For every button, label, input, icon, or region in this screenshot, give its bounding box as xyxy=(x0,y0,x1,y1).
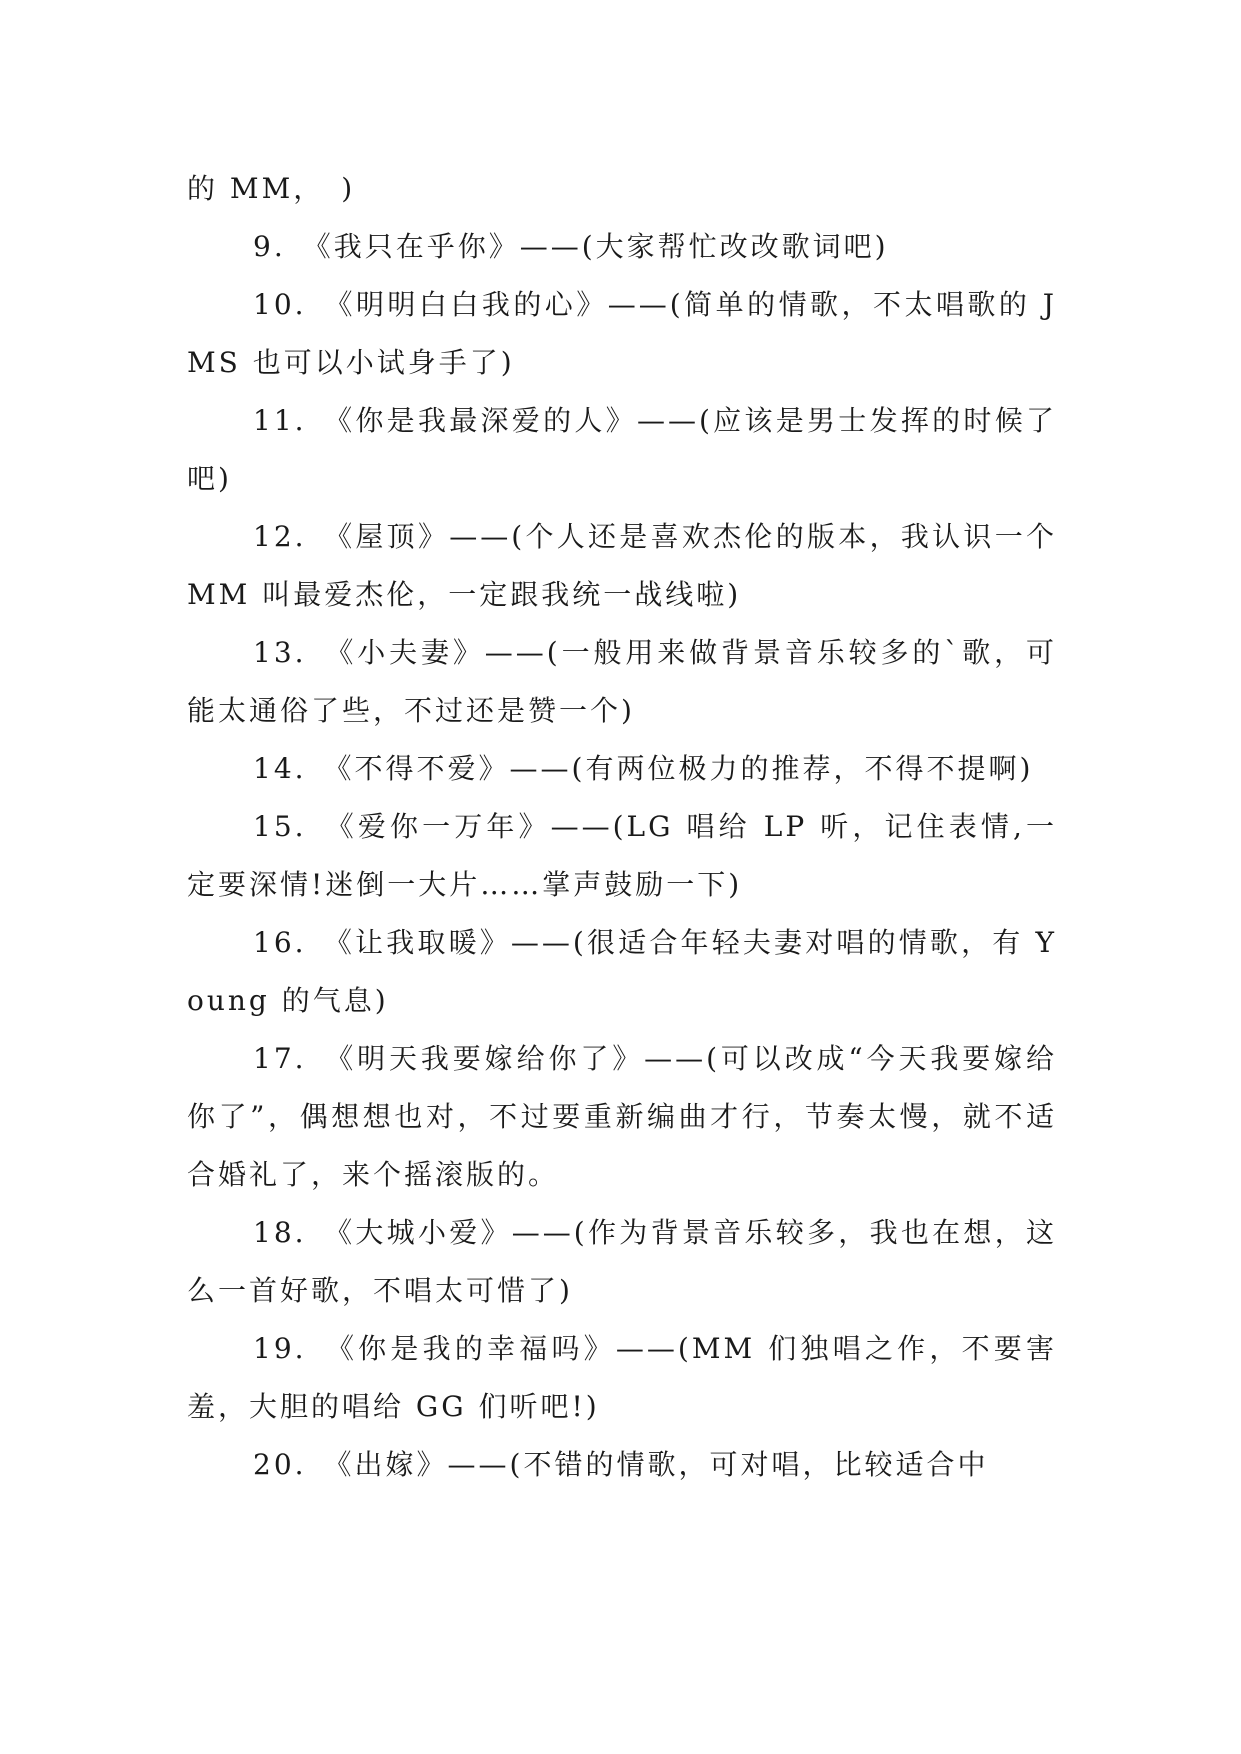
list-item-9: 9. 《我只在乎你》——(大家帮忙改改歌词吧) xyxy=(253,230,889,263)
list-item-10: 10. 《明明白白我的心》——(简单的情歌，不太唱歌的 JMS 也可以小试身手了) xyxy=(187,288,1057,379)
list-item-12: 12. 《屋顶》——(个人还是喜欢杰伦的版本，我认识一个 MM 叫最爱杰伦，一定跟我统一战线啦) xyxy=(187,520,1057,611)
list-item-11: 11. 《你是我最深爱的人》——(应该是男士发挥的时候了吧) xyxy=(187,404,1057,495)
list-item-16: 16. 《让我取暖》——(很适合年轻夫妻对唱的情歌，有 Young 的气息) xyxy=(187,926,1057,1017)
paragraph-continuation: 的 MM， ) xyxy=(187,172,356,205)
list-item-15: 15. 《爱你一万年》——(LG 唱给 LP 听，记住表情,一定要深情!迷倒一大片……掌声鼓励一下) xyxy=(187,810,1057,901)
list-item-14: 14. 《不得不爱》——(有两位极力的推荐，不得不提啊) xyxy=(253,752,1034,785)
document-body xyxy=(187,160,1057,1494)
list-item-20: 20. 《出嫁》——(不错的情歌，可对唱，比较适合中 xyxy=(253,1448,989,1481)
list-item-13: 13. 《小夫妻》——(一般用来做背景音乐较多的`歌，可能太通俗了些，不过还是赞一个) xyxy=(187,636,1057,727)
list-item-17: 17. 《明天我要嫁给你了》——(可以改成“今天我要嫁给你了”，偶想想也对，不过要重新编曲才行，节奏太慢，就不适合婚礼了，来个摇滚版的。 xyxy=(187,1042,1057,1191)
list-item-19: 19. 《你是我的幸福吗》——(MM 们独唱之作，不要害羞，大胆的唱给 GG 们听吧!) xyxy=(187,1332,1057,1423)
list-item-18: 18. 《大城小爱》——(作为背景音乐较多，我也在想，这么一首好歌，不唱太可惜了) xyxy=(187,1216,1057,1307)
